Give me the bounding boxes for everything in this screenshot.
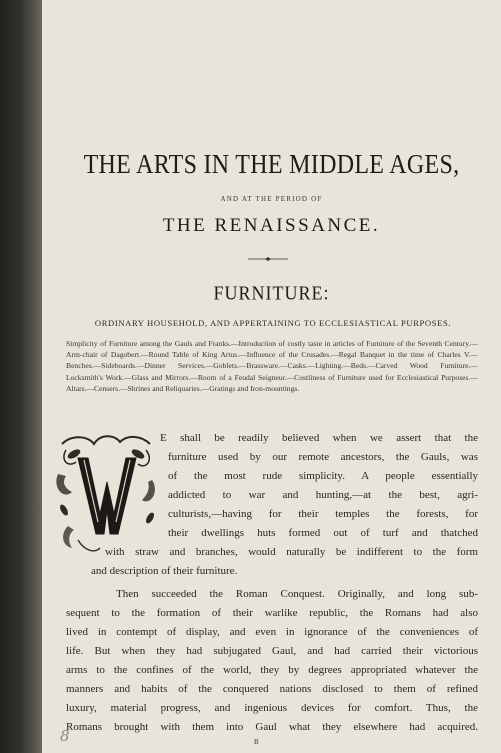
body-line: their dwellings huts formed out of turf and thatched [168,527,478,539]
body-line: sequent to the formation of their warlike republic, the Romans had also [66,607,478,619]
body-line: culturists,—having for their temples the forests, for [168,508,478,520]
body-line: lived in contempt of display, and even in ignorance of the conveniences of [66,626,478,638]
chapter-summary-text: Simplicity of Furniture among the Gauls and Franks.—Introduction of costly taste in articles of Furniture of the Seventh Century.—Arm-chair of Dagobert.—Round Table of King Artus.—Influence of the Crusades.—Regal Banquet in the time of Charles V.—Benches.—Sideboards.—Dinner Services.—Goblets.—Brassware.—Casks.—Lighting.—Beds.—Carved Wood Furniture.—Locksmith's Work.—Glass and Mirrors.—Room of a Feudal Seigneur.—Costliness of Furniture used for Ecclesiastical Purposes.—Altars.—Censers.—Shrines and Reliquaries.—Gratings and Iron-mountings. [66,339,478,393]
body-line: life. But when they had subjugated Gaul, and had carried their victorious [66,645,478,657]
body-line: with straw and branches, would naturally be indifferent to the form [105,546,478,558]
page-title-secondary: THE RENAISSANCE. [162,215,381,236]
pencil-annotation: 8 [60,727,70,745]
body-line: and description of their furniture. [91,565,238,577]
body-line: luxury, material progress, and ingenious devices for comfort. Thus, the [66,702,478,714]
body-line: arms to the confines of the world, they by degrees appropriated whatever the [66,664,478,676]
ornament-divider [248,256,288,262]
body-line: of the most rude simplicity. A people essentially [168,470,478,482]
body-line: addicted to war and hunting,—at the best, agri- [168,489,478,501]
body-line: Romans brought with them into Gaul what they elsewhere had acquired. [66,721,478,733]
body-line: E shall be readily believed when we assert that the [160,432,478,444]
book-gutter-edge [0,0,42,753]
chapter-summary [66,338,478,394]
section-title: FURNITURE: [213,281,330,304]
signature-mark: B [254,738,259,746]
decorated-initial-w [54,430,160,558]
body-line: Then succeeded the Roman Conquest. Originally, and long sub- [116,588,478,600]
section-subtitle: ORDINARY HOUSEHOLD, AND APPERTAINING TO ECCLESIASTICAL PURPOSES. [94,318,452,328]
body-line: manners and habits of the conquered nations disclosed to them of refined [66,683,478,695]
book-page [42,0,501,753]
page-subtitle: AND AT THE PERIOD OF [220,195,323,203]
page-title: THE ARTS IN THE MIDDLE AGES, [83,149,460,180]
body-line: furniture used by our remote ancestors, the Gauls, was [168,451,478,463]
